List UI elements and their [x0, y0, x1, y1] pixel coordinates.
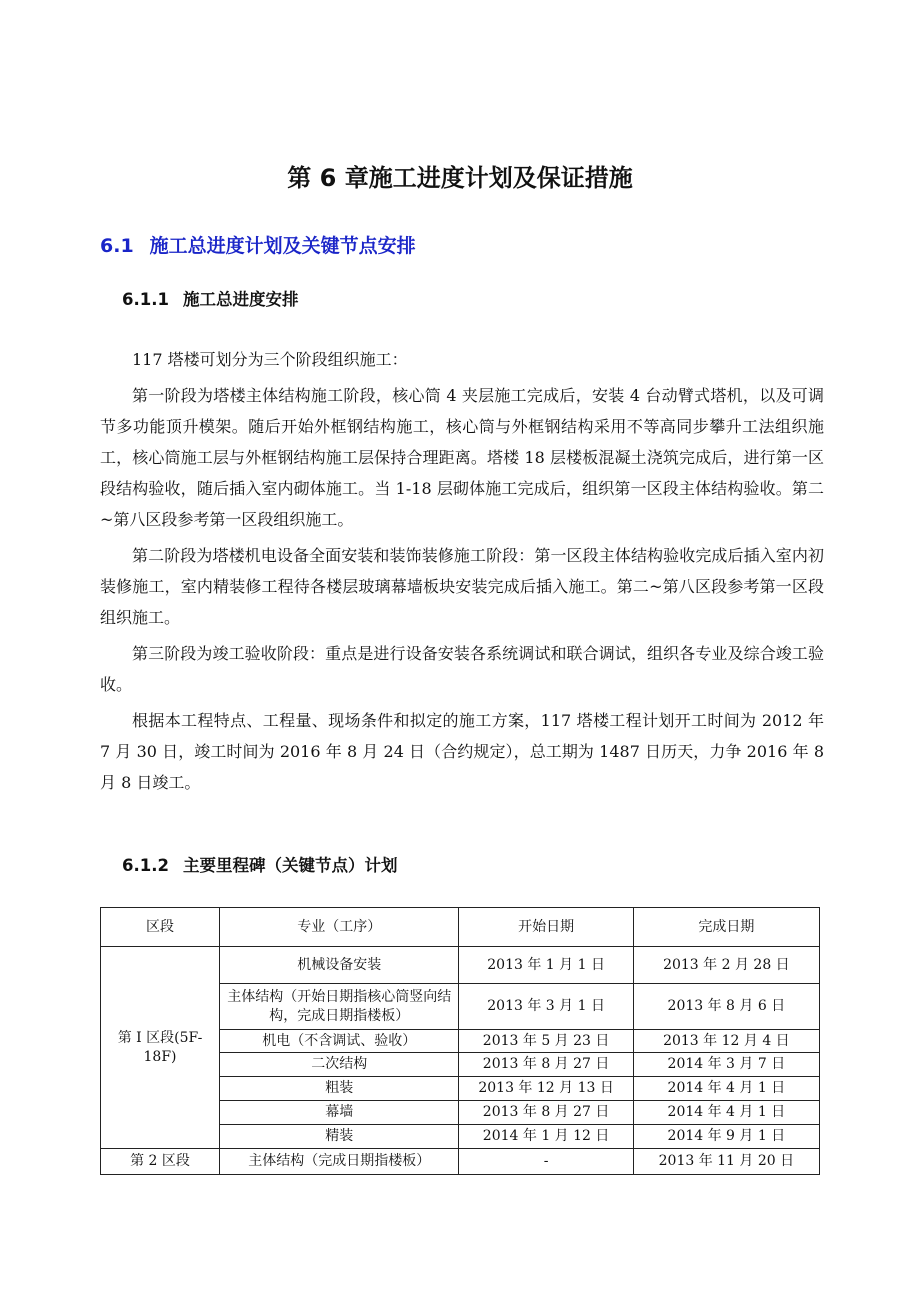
table-cell: 机械设备安装 — [220, 947, 459, 984]
table-cell: 2013 年 8 月 27 日 — [459, 1101, 633, 1125]
paragraph: 第三阶段为竣工验收阶段：重点是进行设备安装各系统调试和联合调试，组织各专业及综合竣工验收。 — [100, 644, 824, 694]
subsection-number: 6.1.2 — [122, 856, 169, 875]
table-cell: 2014 年 9 月 1 日 — [633, 1125, 819, 1149]
chapter-title: 第 6 章施工进度计划及保证措施 — [287, 164, 633, 192]
table-cell: 2013 年 12 月 4 日 — [633, 1030, 819, 1053]
section-heading-6-1 — [100, 231, 416, 258]
table-cell: 幕墙 — [220, 1101, 459, 1125]
paragraph: 117 塔楼可划分为三个阶段组织施工： — [132, 350, 408, 369]
header-cell: 专业（工序） — [220, 908, 459, 947]
table-cell: 2013 年 1 月 1 日 — [459, 947, 633, 984]
zone-cell: 第 I 区段(5F-18F) — [101, 947, 220, 1149]
paragraph: 第一阶段为塔楼主体结构施工阶段，核心筒 4 夹层施工完成后，安装 4 台动臂式塔机，以及可调节多功能顶升模架。随后开始外框钢结构施工，核心筒与外框钢结构采用不等高同步攀升工法组织施工，核心筒施工层与外框钢结构施工层保持合理距离。塔楼 18 层楼板混凝土浇筑完成后，进行第一区段结构验收，随后插入室内砌体施工。当 1-18 层砌体施工完成后，组织第一区段主体结构验收。第二~第八区段参考第一区段组织施工。 — [100, 386, 824, 529]
subsection-heading-6-1-2 — [122, 852, 397, 876]
table-cell: - — [459, 1149, 633, 1175]
subsection-number: 6.1.1 — [122, 290, 169, 309]
table-cell: 2013 年 8 月 6 日 — [633, 984, 819, 1030]
section-number: 6.1 — [100, 235, 134, 257]
table-cell: 精装 — [220, 1125, 459, 1149]
table-row — [101, 1149, 820, 1175]
table-cell: 2014 年 4 月 1 日 — [633, 1101, 819, 1125]
table-cell: 机电（不含调试、验收） — [220, 1030, 459, 1053]
paragraph: 根据本工程特点、工程量、现场条件和拟定的施工方案，117 塔楼工程计划开工时间为 2012 年 7 月 30 日，竣工时间为 2016 年 8 月 24 日（合约规定），总工期为 1487 日历天，力争 2016 年 8 月 8 日竣工。 — [100, 711, 824, 792]
table-cell: 2014 年 4 月 1 日 — [633, 1077, 819, 1101]
subsection-title: 主要里程碑（关键节点）计划 — [182, 856, 398, 875]
table-cell: 2014 年 3 月 7 日 — [633, 1053, 819, 1077]
table-row — [101, 947, 820, 984]
paragraph: 第二阶段为塔楼机电设备全面安装和装饰装修施工阶段：第一区段主体结构验收完成后插入室内初装修施工，室内精装修工程待各楼层玻璃幕墙板块安装完成后插入施工。第二~第八区段参考第一区段组织施工。 — [100, 546, 824, 627]
table-cell: 2013 年 3 月 1 日 — [459, 984, 633, 1030]
body-text — [100, 344, 824, 803]
subsection-heading-6-1-1 — [122, 286, 298, 310]
milestone-table — [100, 907, 820, 1175]
table-cell: 粗装 — [220, 1077, 459, 1101]
table-cell: 2014 年 1 月 12 日 — [459, 1125, 633, 1149]
table-cell: 2013 年 8 月 27 日 — [459, 1053, 633, 1077]
table-cell: 2013 年 11 月 20 日 — [633, 1149, 819, 1175]
table-cell: 主体结构（开始日期指核心筒竖向结构，完成日期指楼板） — [220, 984, 459, 1030]
table-header-row — [101, 908, 820, 947]
table-cell: 2013 年 5 月 23 日 — [459, 1030, 633, 1053]
table-cell: 二次结构 — [220, 1053, 459, 1077]
table-cell: 2013 年 12 月 13 日 — [459, 1077, 633, 1101]
section-title: 施工总进度计划及关键节点安排 — [149, 235, 416, 257]
header-cell: 区段 — [101, 908, 220, 947]
zone-cell: 第 2 区段 — [101, 1149, 220, 1175]
header-cell: 完成日期 — [633, 908, 819, 947]
subsection-title: 施工总进度安排 — [182, 290, 299, 309]
table-cell: 2013 年 2 月 28 日 — [633, 947, 819, 984]
table-cell: 主体结构（完成日期指楼板） — [220, 1149, 459, 1175]
header-cell: 开始日期 — [459, 908, 633, 947]
